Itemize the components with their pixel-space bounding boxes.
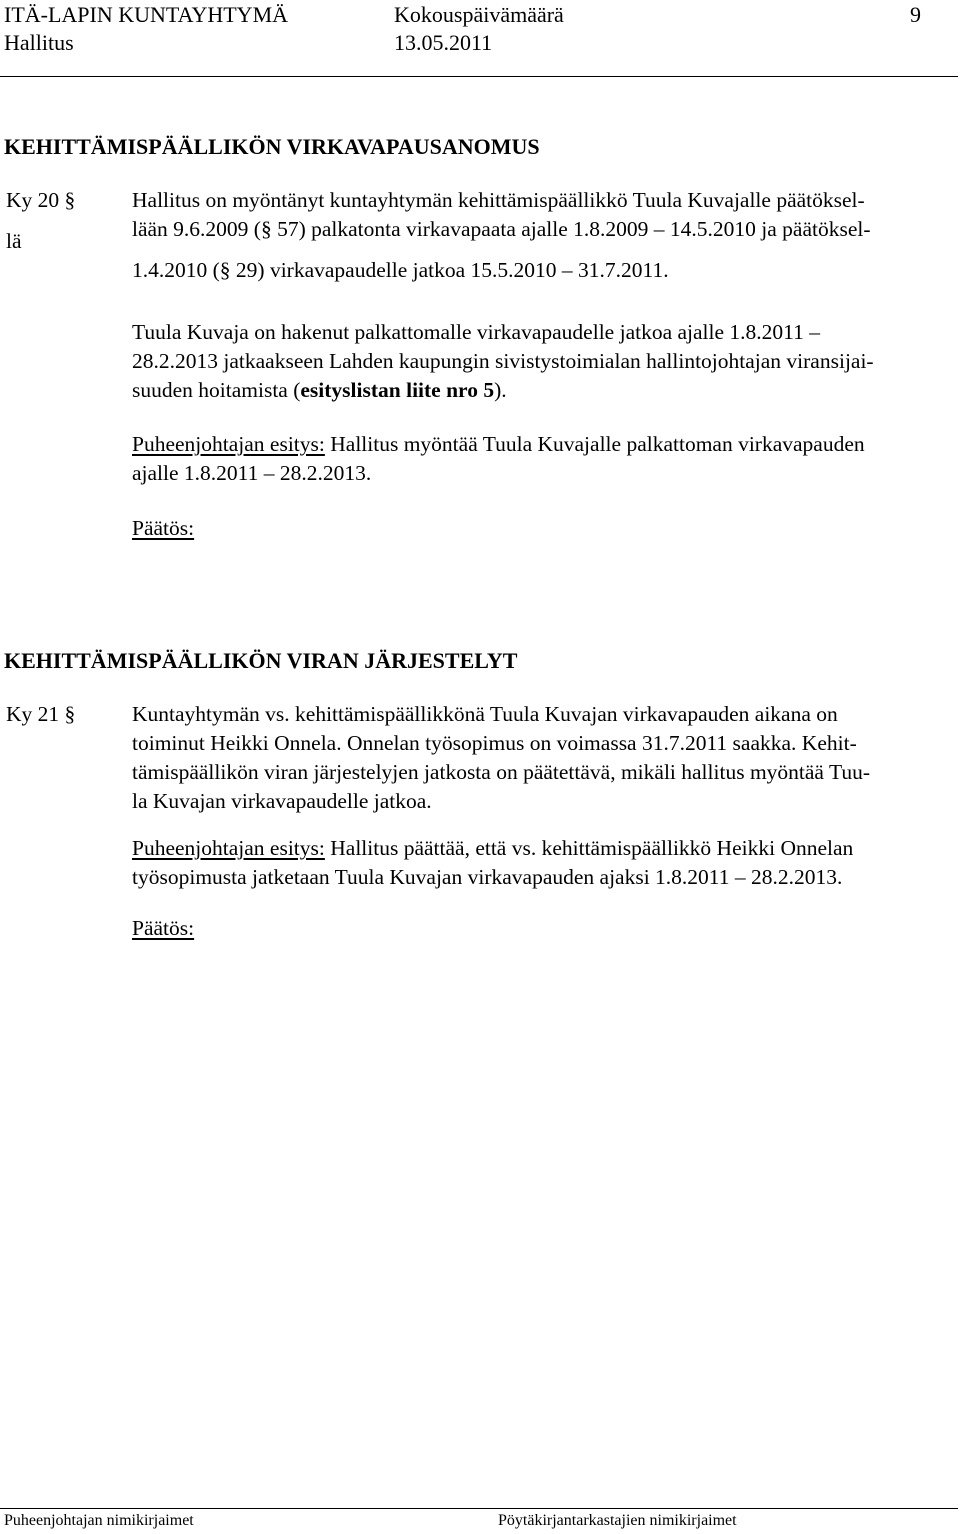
section2-id: [6, 700, 75, 729]
section1-p2-line2: 28.2.2013 jatkaakseen Lahden kaupungin sivistystoimialan hallintojohtajan viransijai-: [132, 349, 874, 373]
section2-paragraph1: [132, 700, 870, 816]
section2-proposal-text2: työsopimusta jatketaan Tuula Kuvajan virkavapauden ajaksi 1.8.2011 – 28.2.2013.: [132, 865, 843, 889]
section1-p1-line1: Hallitus on myöntänyt kuntayhtymän kehittämispäällikkö Tuula Kuvajalle päätöksel-: [132, 188, 865, 212]
section2-p1-line3: tämispäällikön viran järjestelyjen jatkosta on päätettävä, mikäli hallitus myöntää Tuu-: [132, 760, 871, 784]
section1-proposal: [132, 430, 865, 488]
section1-p1-line3: 1.4.2010 (§ 29) virkavapaudelle jatkoa 15.5.2010 – 31.7.2011.: [132, 258, 669, 282]
section2-p1-line1: Kuntayhtymän vs. kehittämispäällikkönä Tuula Kuvajan virkavapauden aikana on: [132, 702, 838, 726]
header-meeting-date-label: Kokouspäivämäärä: [394, 2, 564, 27]
section1-id-line1: Ky 20 §: [6, 188, 76, 212]
footer-chair-initials: Puheenjohtajan nimikirjaimet: [4, 1512, 194, 1529]
section1-p2-line3-end: ).: [494, 378, 507, 402]
header-meeting-date: 13.05.2011: [394, 30, 493, 55]
section1-paragraph2: [132, 318, 874, 405]
section2-proposal: [132, 834, 853, 892]
section1-title: KEHITTÄMISPÄÄLLIKÖN VIRKAVAPAUSANOMUS: [4, 134, 540, 159]
section2-decision-label: Päätös:: [132, 916, 195, 940]
header-org: ITÄ-LAPIN KUNTAYHTYMÄ: [4, 2, 289, 27]
section2-proposal-label: Puheenjohtajan esitys:: [132, 836, 325, 860]
section2-p1-line2: toiminut Heikki Onnela. Onnelan työsopimus on voimassa 31.7.2011 saakka. Kehit-: [132, 731, 857, 755]
section1-p2-line3-start: suuden hoitamista (: [132, 378, 301, 402]
section2-title: KEHITTÄMISPÄÄLLIKÖN VIRAN JÄRJESTELYT: [4, 648, 518, 673]
section1-id-line2: lä: [6, 229, 22, 253]
section1-paragraph1: [132, 186, 871, 285]
section1-proposal-label: Puheenjohtajan esitys:: [132, 432, 325, 456]
header-body: Hallitus: [4, 30, 74, 55]
section1-p1-line2: lään 9.6.2009 (§ 57) palkatonta virkavapaata ajalle 1.8.2009 – 14.5.2010 ja päätöksel-: [132, 217, 871, 241]
attachment-reference: esityslistan liite nro 5: [300, 378, 495, 402]
section1-decision: [132, 514, 194, 543]
section2-id-line1: Ky 21 §: [6, 702, 76, 726]
section1-proposal-text2: ajalle 1.8.2011 – 28.2.2013.: [132, 461, 372, 485]
section1-id: [6, 186, 75, 256]
footer-reviewer-initials: Pöytäkirjantarkastajien nimikirjaimet: [498, 1512, 737, 1529]
section2-decision: [132, 914, 194, 943]
section2-proposal-line1: [132, 834, 853, 863]
footer-divider: [0, 1508, 958, 1509]
section1-decision-label: Päätös:: [132, 516, 195, 540]
section2-proposal-text1: Hallitus päättää, että vs. kehittämispäällikkö Heikki Onnelan: [324, 836, 854, 860]
section1-p2-line3: [132, 376, 874, 405]
section2-p1-line4: la Kuvajan virkavapaudelle jatkoa.: [132, 789, 432, 813]
section1-proposal-text1: Hallitus myöntää Tuula Kuvajalle palkattoman virkavapauden: [324, 432, 865, 456]
section1-proposal-line1: [132, 430, 865, 459]
section1-p2-line1: Tuula Kuvaja on hakenut palkattomalle virkavapaudelle jatkoa ajalle 1.8.2011 –: [132, 320, 820, 344]
page-number: 9: [910, 2, 921, 27]
header-divider: [0, 76, 958, 77]
